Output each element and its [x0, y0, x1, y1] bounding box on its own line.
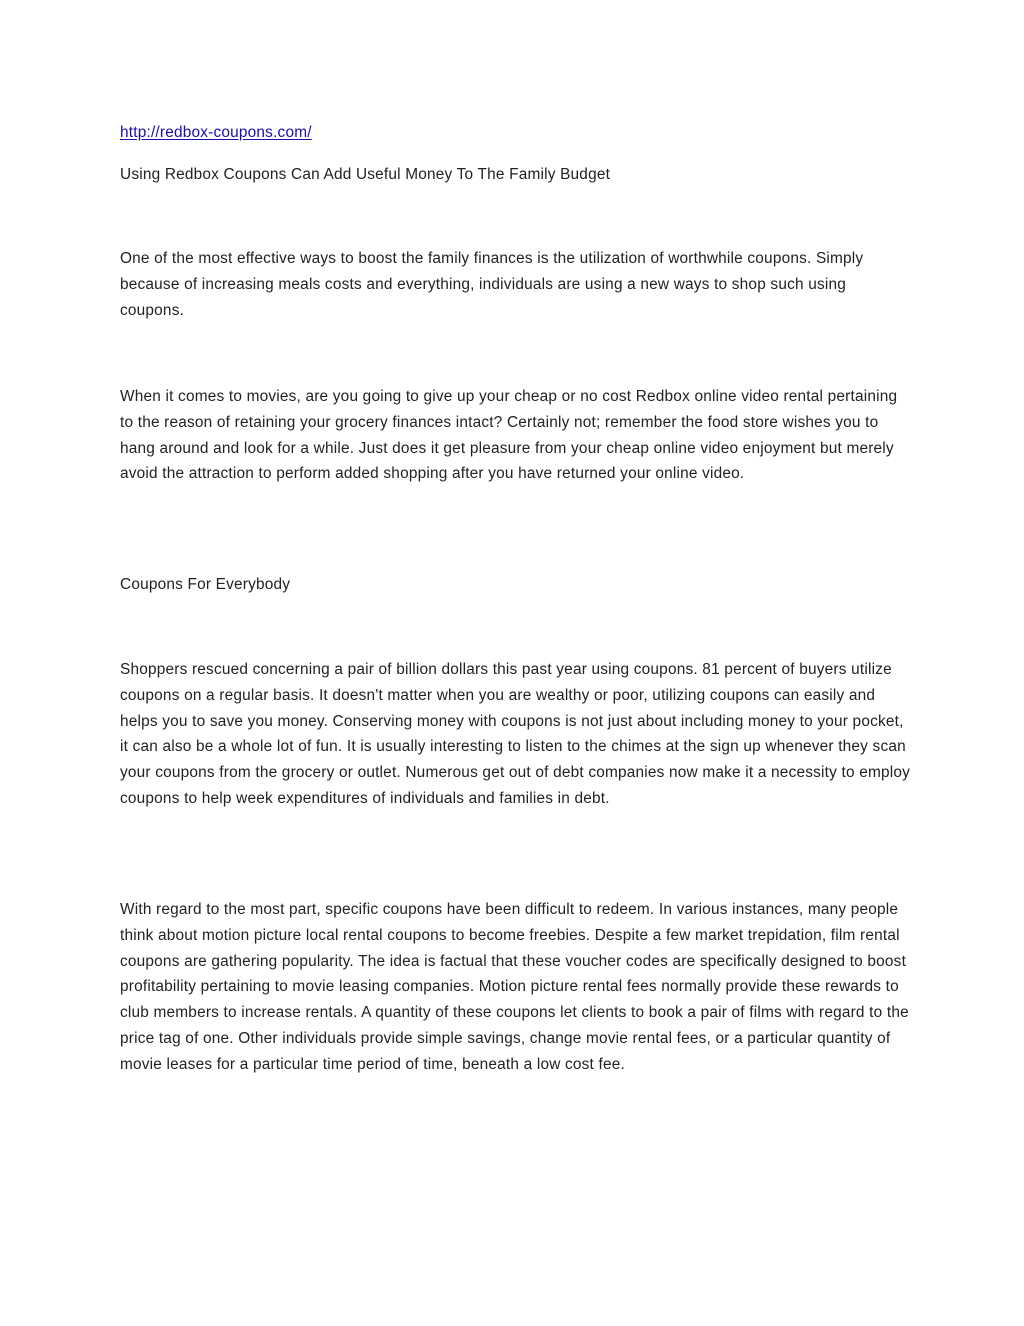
paragraph-shoppers: Shoppers rescued concerning a pair of billion dollars this past year using coupons. 81 percent of buyers utilize coupons on a regular basis. It doesn't matter when you are wealthy or poor, utilizing coupons can easily and helps you to save you money. Conserving money with coupons is not just about including money to your pocket, it can also be a whole lot of fun. It is usually interesting to listen to the chimes at the sign up whenever they scan your coupons from the grocery or outlet. Numerous get out of debt companies now make it a necessity to employ coupons to help week expenditures of individuals and families in debt.	[120, 661, 911, 807]
paragraph-movies: When it comes to movies, are you going to give up your cheap or no cost Redbox online video rental pertaining to the reason of retaining your grocery finances intact? Certainly not; remember the food store wishes you to hang around and look for a while. Just does it get pleasure from your cheap online video enjoyment but merely avoid the attraction to perform added shopping after you have returned your online video.	[120, 388, 898, 483]
paragraph-rental-coupons: With regard to the most part, specific coupons have been difficult to redeem. In various instances, many people think about motion picture local rental coupons to become freebies. Despite a few market trepidation, film rental coupons are gathering popularity. The idea is factual that these voucher codes are specifically designed to boost profitability pertaining to movie leasing companies. Motion picture rental fees normally provide these rewards to club members to increase rentals. A quantity of these coupons let clients to book a pair of films with regard to the price tag of one. Other individuals provide simple savings, change movie rental fees, or a particular quantity of movie leases for a particular time period of time, beneath a low cost fee.	[120, 901, 909, 1073]
source-link[interactable]: http://redbox-coupons.com/	[120, 124, 312, 141]
section-heading: Coupons For Everybody	[120, 576, 291, 593]
paragraph-intro: One of the most effective ways to boost the family finances is the utilization of worthwhile coupons. Simply because of increasing meals costs and everything, individuals are using a new ways to shop such using coupons.	[120, 250, 864, 319]
document-title: Using Redbox Coupons Can Add Useful Money To The Family Budget	[120, 166, 611, 183]
source-link-line	[120, 120, 910, 146]
